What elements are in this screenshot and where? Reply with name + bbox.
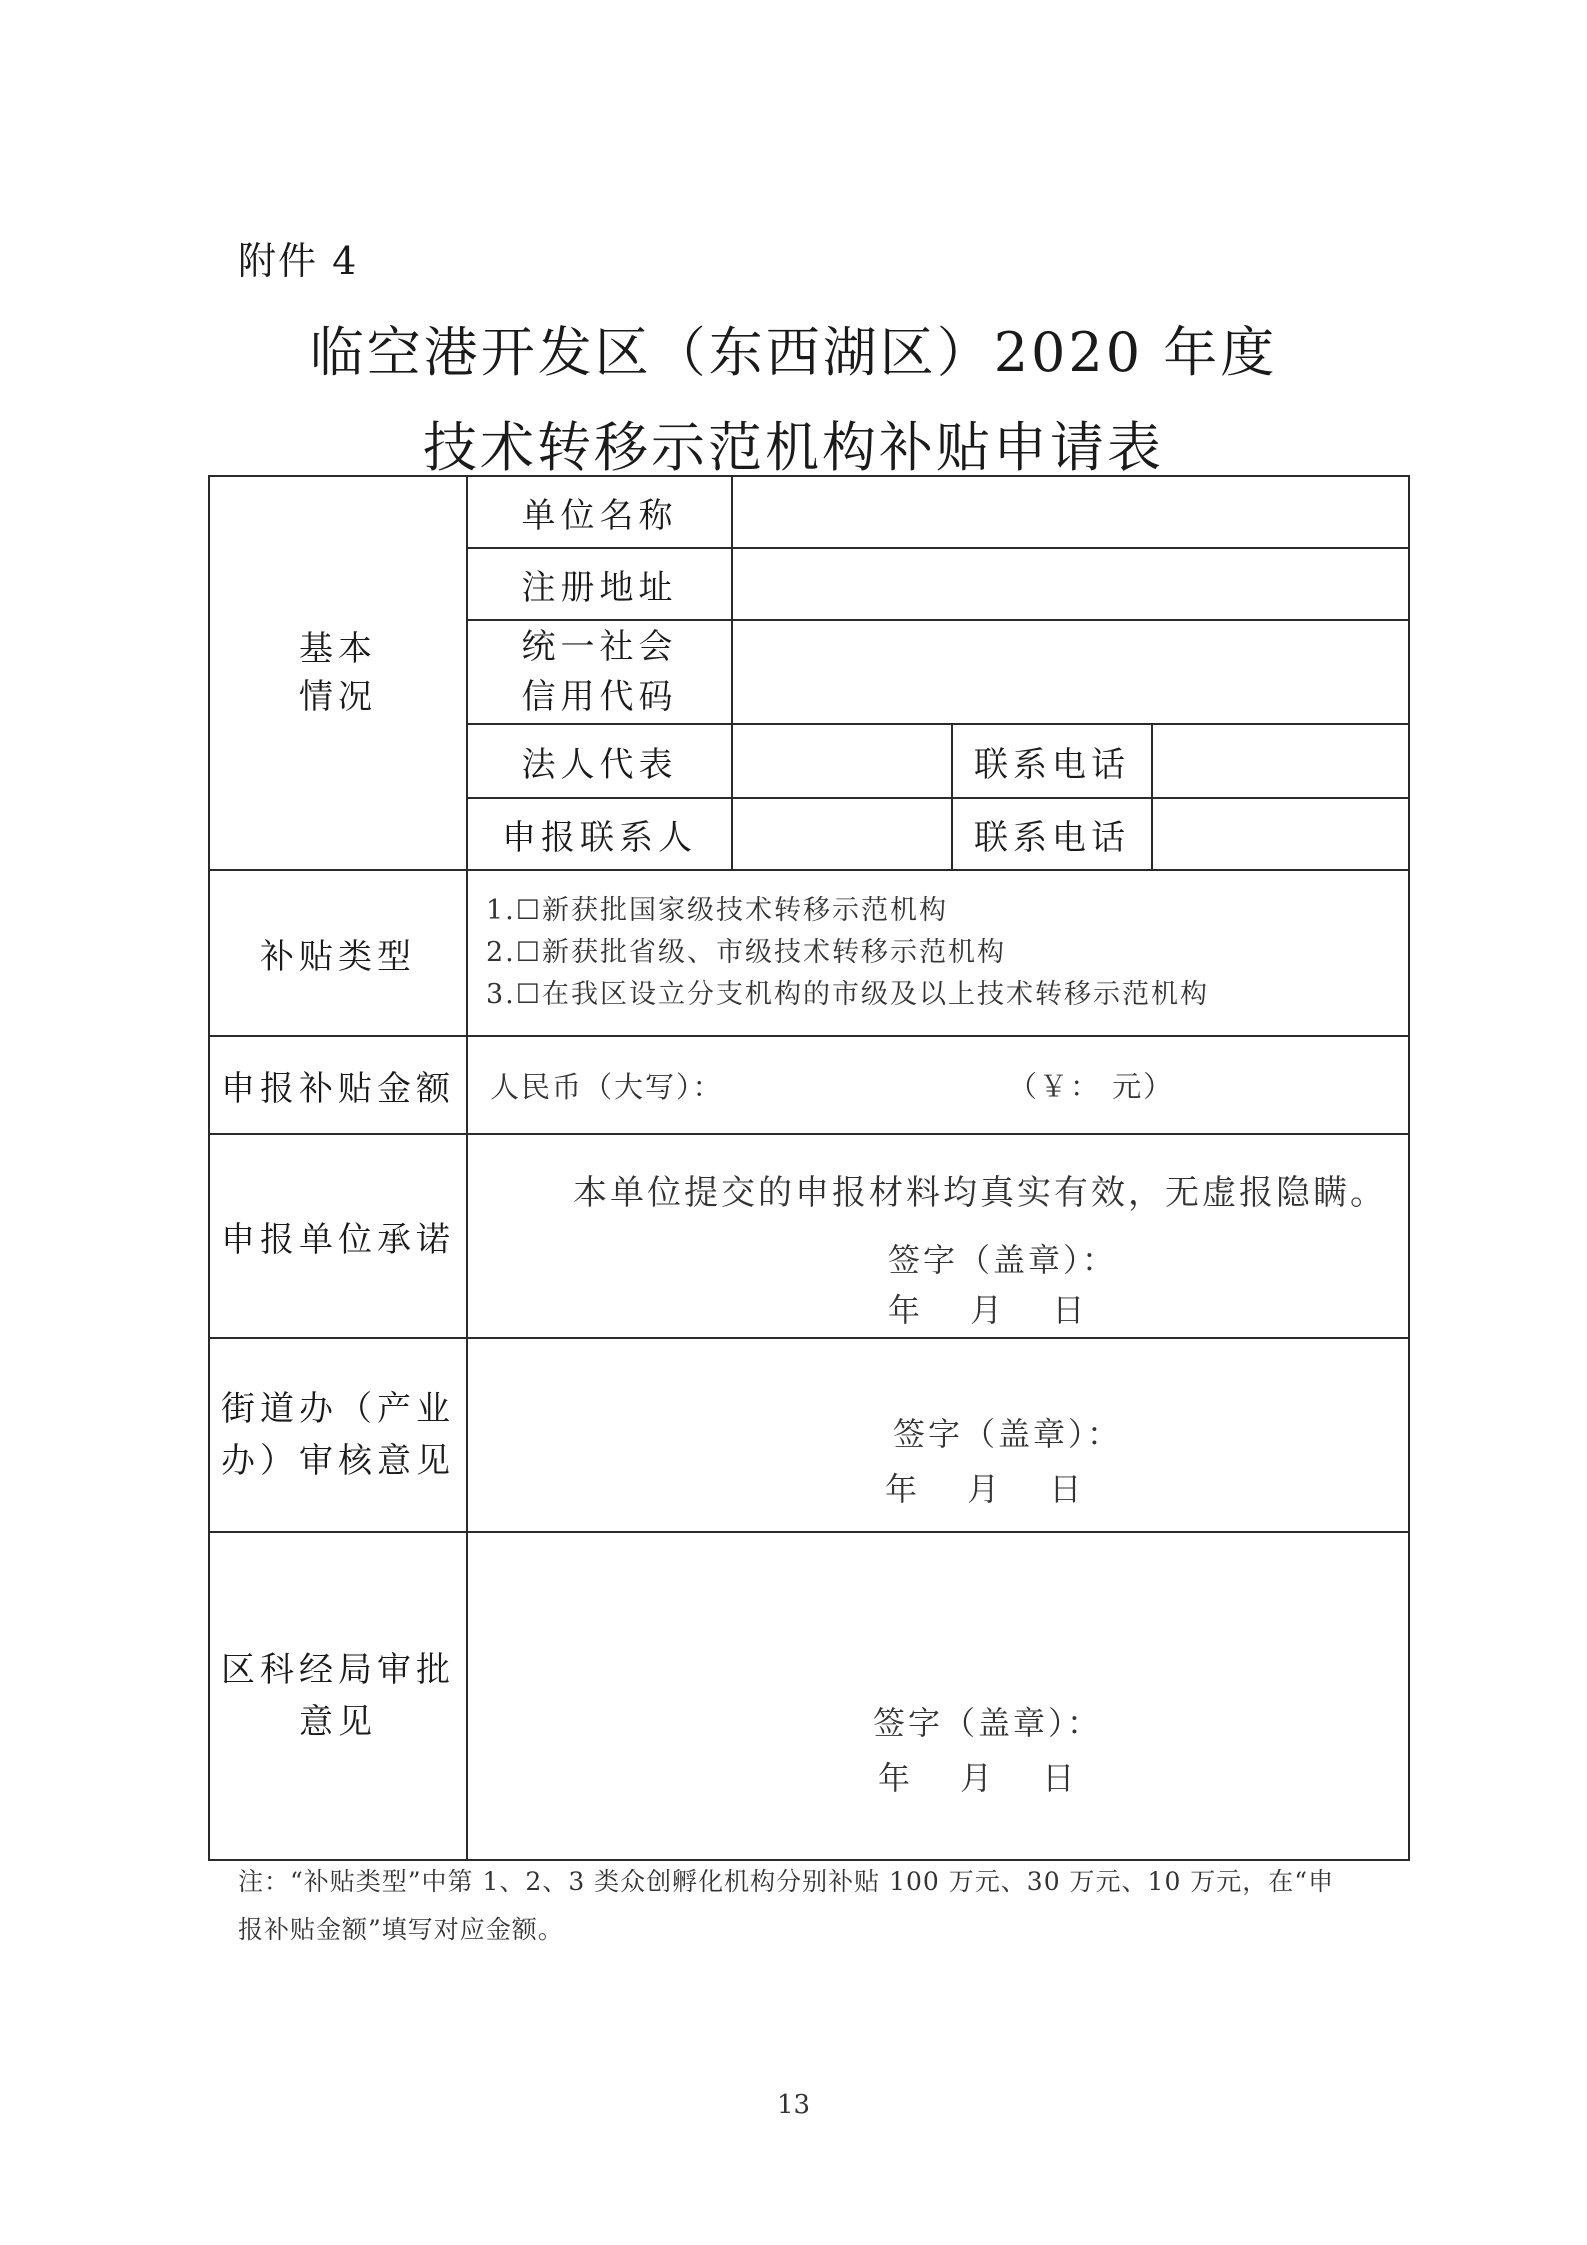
reg-address-label: 注册地址 (467, 548, 732, 620)
basic-info-label: 基本 情况 (209, 476, 467, 870)
promise-label: 申报单位承诺 (209, 1134, 467, 1338)
amount-field[interactable] (467, 1036, 1409, 1134)
phone-field-1[interactable] (1152, 724, 1409, 798)
bureau-review-cell[interactable] (467, 1532, 1409, 1860)
contact-field[interactable] (732, 798, 952, 870)
phone-label-1: 联系电话 (952, 724, 1152, 798)
credit-code-field[interactable] (732, 620, 1409, 724)
contact-label: 申报联系人 (467, 798, 732, 870)
subsidy-option-2[interactable]: 2.☐新获批省级、市级技术转移示范机构 (486, 937, 1006, 968)
legal-rep-label: 法人代表 (467, 724, 732, 798)
promise-cell (467, 1134, 1409, 1338)
bureau-review-sign: 签字（盖章）： (873, 1704, 1103, 1742)
promise-statement: 本单位提交的申报材料均真实有效，无虚报隐瞒。 (573, 1173, 1387, 1213)
promise-date: 年 月 日 (888, 1291, 1085, 1329)
credit-code-label: 统一社会 信用代码 (467, 620, 732, 724)
promise-sign: 签字（盖章）： (888, 1241, 1118, 1279)
bureau-review-label: 区科经局审批 意见 (209, 1532, 467, 1860)
street-review-label: 街道办（产业 办）审核意见 (209, 1338, 467, 1532)
page-title-line2: 技术转移示范机构补贴申请表 (423, 416, 1164, 479)
legal-rep-field[interactable] (732, 724, 952, 798)
application-form-table (208, 475, 1410, 1861)
subsidy-option-3[interactable]: 3.☐在我区设立分支机构的市级及以上技术转移示范机构 (486, 979, 1209, 1010)
street-review-cell[interactable] (467, 1338, 1409, 1532)
attachment-label: 附件 4 (238, 239, 359, 283)
subsidy-type-options (467, 870, 1409, 1036)
subsidy-type-label: 补贴类型 (209, 870, 467, 1036)
amount-yuan-text: （￥： 元） (1008, 1069, 1175, 1104)
subsidy-option-1[interactable]: 1.☐新获批国家级技术转移示范机构 (486, 895, 948, 926)
footnote: 注：“补贴类型”中第 1、2、3 类众创孵化机构分别补贴 100 万元、30 万元、10 万元，在“申报补贴金额”填写对应金额。 (238, 1867, 1335, 1944)
unit-name-field[interactable] (732, 476, 1409, 548)
amount-label: 申报补贴金额 (209, 1036, 467, 1134)
reg-address-field[interactable] (732, 548, 1409, 620)
street-review-date: 年 月 日 (885, 1470, 1082, 1508)
street-review-sign: 签字（盖章）： (893, 1415, 1123, 1453)
phone-label-2: 联系电话 (952, 798, 1152, 870)
page-title-line1: 临空港开发区（东西湖区）2020 年度 (309, 321, 1278, 384)
phone-field-2[interactable] (1152, 798, 1409, 870)
amount-rmb-text: 人民币（大写）： (490, 1069, 724, 1104)
page-number: 13 (776, 2090, 811, 2120)
unit-name-label: 单位名称 (467, 476, 732, 548)
bureau-review-date: 年 月 日 (878, 1759, 1075, 1797)
